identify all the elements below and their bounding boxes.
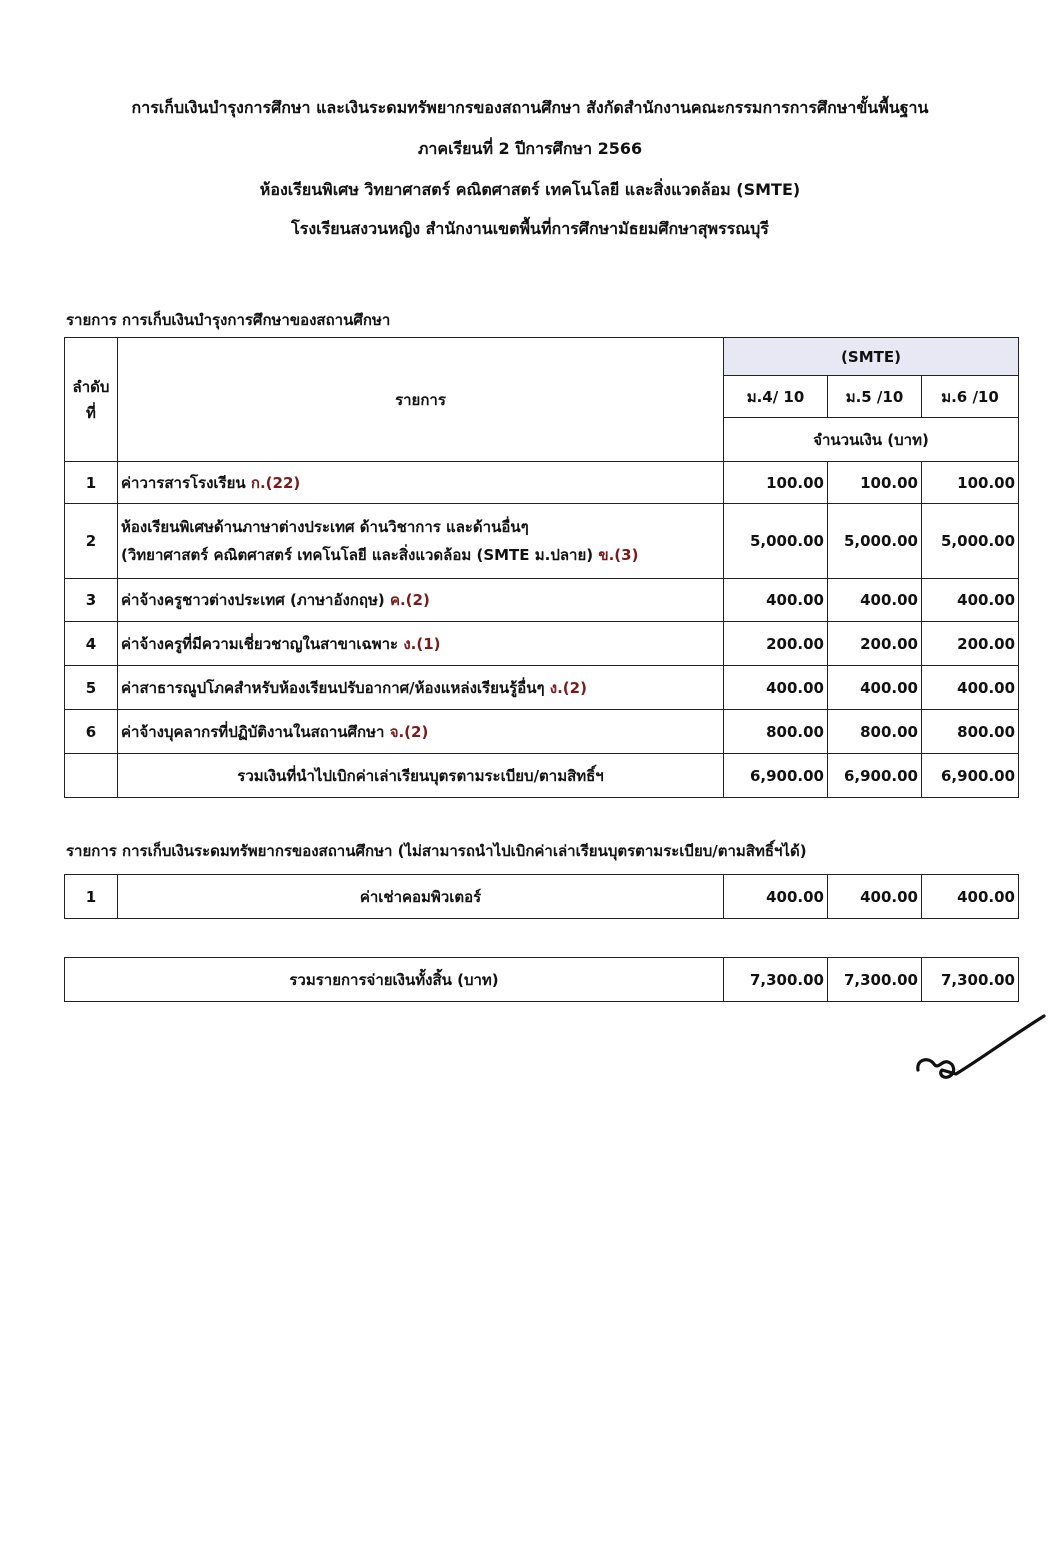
grand-total-table (64, 957, 1019, 1002)
grand-total-value: 7,300.00 (828, 958, 922, 1002)
row-value: 5,000.00 (922, 504, 1019, 579)
row-value: 800.00 (828, 710, 922, 754)
row-no: 3 (65, 579, 118, 622)
row-no: 5 (65, 666, 118, 710)
row-value: 5,000.00 (724, 504, 828, 579)
row-item (118, 504, 724, 579)
row-item-name: ค่าจ้างครูที่มีความเชี่ยวชาญในสาขาเฉพาะ (121, 634, 399, 653)
section1-title: รายการ การเก็บเงินบำรุงการศึกษาของสถานศึกษา (66, 311, 391, 329)
header-line-3: ห้องเรียนพิเศษ วิทยาศาสตร์ คณิตศาสตร์ เทคโนโลยี และสิ่งแวดล้อม (SMTE) (259, 180, 801, 199)
row-no: 2 (65, 504, 118, 579)
row-item-code: ข.(3) (598, 546, 639, 564)
table-row (65, 710, 1019, 754)
row-item-code: ก.(22) (250, 473, 301, 492)
row-value: 100.00 (724, 462, 828, 504)
row-item (118, 579, 724, 622)
row-item-code: ค.(2) (389, 591, 430, 609)
row-item (118, 462, 724, 504)
row-value: 400.00 (724, 579, 828, 622)
table-row (65, 579, 1019, 622)
row-no: 4 (65, 622, 118, 666)
row-item-name: ค่าสาธารณูปโภคสำหรับห้องเรียนปรับอากาศ/ห้องแหล่งเรียนรู้อื่นๆ (121, 678, 545, 697)
fee-table (64, 337, 1019, 798)
total-label: รวมเงินที่นำไปเบิกค่าเล่าเรียนบุตรตามระเบียบ/ตามสิทธิ์ฯ (118, 754, 724, 798)
table-row (65, 875, 1019, 919)
level-header: ม.5 /10 (828, 376, 922, 418)
row-item (118, 666, 724, 710)
col-no-header (65, 338, 118, 462)
row-item-code: จ.(2) (389, 722, 429, 741)
col-no-label: ลำดับที่ (72, 377, 110, 422)
total-value: 6,900.00 (724, 754, 828, 798)
header-line-1: การเก็บเงินบำรุงการศึกษา และเงินระดมทรัพยากรของสถานศึกษา สังกัดสำนักงานคณะกรรมการการศึกษาขั้นพื้นฐาน (131, 98, 929, 117)
total-value: 6,900.00 (828, 754, 922, 798)
header-line-2: ภาคเรียนที่ 2 ปีการศึกษา 2566 (417, 139, 643, 158)
total-row (65, 754, 1019, 798)
col-item-header: รายการ (118, 338, 724, 462)
row-item (118, 622, 724, 666)
row-value: 100.00 (922, 462, 1019, 504)
row-value: 5,000.00 (828, 504, 922, 579)
row-no: 1 (65, 462, 118, 504)
grand-total-row (65, 958, 1019, 1002)
row-value: 400.00 (828, 579, 922, 622)
signature-stroke-icon (912, 1008, 1052, 1088)
level-header: ม.4/ 10 (724, 376, 828, 418)
handwritten-page-mark (912, 1008, 1052, 1088)
header-line-4: โรงเรียนสงวนหญิง สำนักงานเขตพื้นที่การศึกษามัธยมศึกษาสุพรรณบุรี (291, 219, 769, 238)
resource-table (64, 874, 1019, 919)
row-value: 800.00 (724, 710, 828, 754)
table-row (65, 666, 1019, 710)
row-no: 6 (65, 710, 118, 754)
row-value: 800.00 (922, 710, 1019, 754)
row-item (118, 710, 724, 754)
row-value: 200.00 (922, 622, 1019, 666)
level-header: ม.6 /10 (922, 376, 1019, 418)
row-value: 400.00 (724, 875, 828, 919)
grand-total-value: 7,300.00 (922, 958, 1019, 1002)
row-item-code: ง.(2) (549, 678, 587, 697)
row-item-code: ง.(1) (403, 634, 441, 653)
table-row (65, 622, 1019, 666)
row-value: 400.00 (922, 875, 1019, 919)
group-header-smte: (SMTE) (724, 338, 1019, 376)
row-value: 400.00 (828, 875, 922, 919)
row-no: 1 (65, 875, 118, 919)
row-item-name: ห้องเรียนพิเศษด้านภาษาต่างประเทศ ด้านวิชาการ และด้านอื่นๆ (121, 518, 529, 536)
row-value: 200.00 (724, 622, 828, 666)
row-item: ค่าเช่าคอมพิวเตอร์ (118, 875, 724, 919)
grand-total-label: รวมรายการจ่ายเงินทั้งสิ้น (บาท) (65, 958, 724, 1002)
row-value: 100.00 (828, 462, 922, 504)
row-item-name-2: (วิทยาศาสตร์ คณิตศาสตร์ เทคโนโลยี และสิ่งแวดล้อม (SMTE ม.ปลาย) (121, 546, 594, 564)
row-item-name: ค่าจ้างครูชาวต่างประเทศ (ภาษาอังกฤษ) (121, 591, 385, 609)
total-row-no (65, 754, 118, 798)
grand-total-value: 7,300.00 (724, 958, 828, 1002)
row-item-name: ค่าวารสารโรงเรียน (121, 473, 246, 492)
row-value: 400.00 (922, 666, 1019, 710)
row-value: 400.00 (922, 579, 1019, 622)
row-value: 200.00 (828, 622, 922, 666)
unit-header: จำนวนเงิน (บาท) (724, 418, 1019, 462)
row-item-name: ค่าจ้างบุคลากรที่ปฏิบัติงานในสถานศึกษา (121, 722, 385, 741)
section2-title: รายการ การเก็บเงินระดมทรัพยากรของสถานศึกษา (ไม่สามารถนำไปเบิกค่าเล่าเรียนบุตรตามระเบียบ/ตามสิทธิ์ฯได้) (66, 842, 807, 860)
table-row (65, 462, 1019, 504)
table-row (65, 504, 1019, 579)
row-value: 400.00 (828, 666, 922, 710)
total-value: 6,900.00 (922, 754, 1019, 798)
row-value: 400.00 (724, 666, 828, 710)
